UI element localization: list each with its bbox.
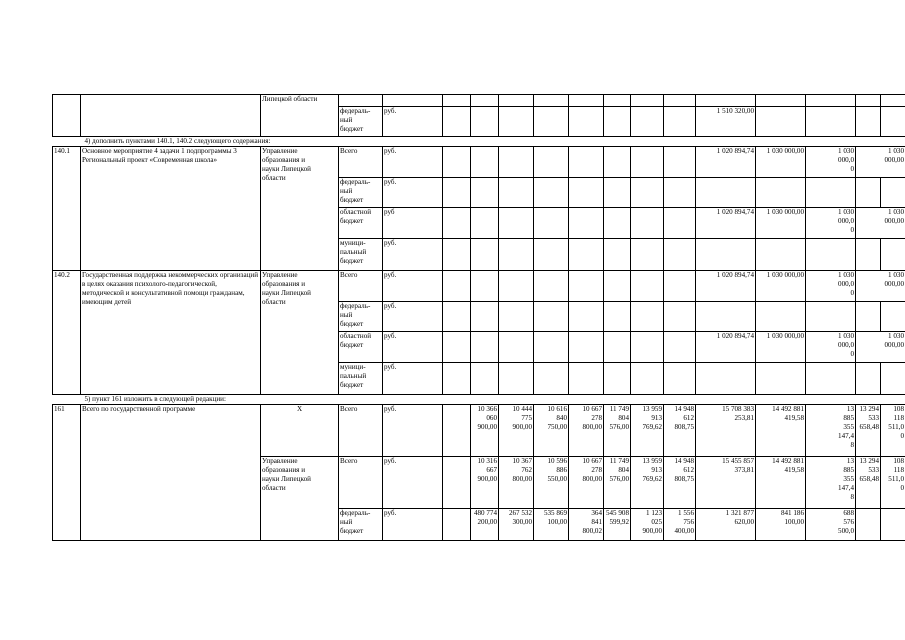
amendment-note: 5) пункт 161 изложить в следующей редакции: <box>53 395 905 405</box>
value-cell: 1 020 894,74 <box>696 271 756 302</box>
value-cell: 1 030 000,0 0 <box>806 271 856 302</box>
value-cell: 10 667 278 800,00 <box>569 457 604 509</box>
value-cell: 1 030 000,0 0 <box>806 208 856 239</box>
value-cell: 13 294 533 658,48 <box>856 405 881 457</box>
source-cell: федераль- ный бюджет <box>339 178 383 208</box>
value-cell: 1 030 000,00 <box>756 271 806 302</box>
value-cell: 1 030 000,00 <box>856 332 905 363</box>
value-cell: 1 556 756 400,00 <box>664 509 696 541</box>
value-cell: 1 030 000,0 0 <box>806 332 856 363</box>
value-cell: 1 123 025 900,00 <box>631 509 664 541</box>
activity-name: Государственная поддержка некоммерческих организаций в целях оказания психолого-педагогической, методической и консультативной помощи гражданам, имеющим детей <box>81 271 261 395</box>
activity-name: Основное мероприятие 4 задачи 1 подпрограммы 3 Региональный проект «Современная школа» <box>81 147 261 271</box>
value-cell: 1 020 894,74 <box>696 147 756 178</box>
unit-cell: руб. <box>383 302 443 332</box>
value-cell: 11 749 804 576,00 <box>604 405 631 457</box>
value-cell <box>881 509 905 541</box>
table-row <box>53 95 905 107</box>
unit-cell: руб. <box>383 107 443 137</box>
executor-cell: Управление образования и науки Липецкой области <box>261 271 339 395</box>
value-cell: 364 841 800,02 <box>569 509 604 541</box>
unit-cell: руб. <box>383 239 443 271</box>
program-table <box>52 94 905 541</box>
source-cell: муници- пальный бюджет <box>339 239 383 271</box>
value-cell: 545 908 599,92 <box>604 509 631 541</box>
value-cell: 10 596 886 550,00 <box>534 457 569 509</box>
source-cell: Всего <box>339 457 383 509</box>
source-cell: федераль- ный бюджет <box>339 302 383 332</box>
table-row <box>53 271 905 302</box>
row-number: 161 <box>53 405 81 541</box>
value-cell: 535 869 100,00 <box>534 509 569 541</box>
unit-cell: руб. <box>383 509 443 541</box>
value-cell: 10 444 775 900,00 <box>499 405 534 457</box>
value-cell: 10 367 762 800,00 <box>499 457 534 509</box>
value-cell: 10 366 060 900,00 <box>471 405 499 457</box>
table-row <box>53 137 905 147</box>
source-cell: федераль- ный бюджет <box>339 107 383 137</box>
value-cell: 13 959 913 769,62 <box>631 405 664 457</box>
source-cell: областной бюджет <box>339 208 383 239</box>
source-cell: Всего <box>339 271 383 302</box>
value-cell: 1 321 877 620,00 <box>696 509 756 541</box>
value-cell: 11 749 804 576,00 <box>604 457 631 509</box>
value-cell: 14 948 612 808,75 <box>664 457 696 509</box>
amendment-note: 4) дополнить пунктами 140.1, 140.2 следующего содержания: <box>53 137 905 147</box>
unit-cell: руб. <box>383 178 443 208</box>
source-cell: федераль- ный бюджет <box>339 509 383 541</box>
value-cell: 15 708 383 253,81 <box>696 405 756 457</box>
executor-cell: Управление образования и науки Липецкой области <box>261 457 339 541</box>
value-cell: 13 959 913 769,62 <box>631 457 664 509</box>
value-cell: 1 030 000,00 <box>856 147 905 178</box>
value-cell: 10 316 667 900,00 <box>471 457 499 509</box>
source-cell: областной бюджет <box>339 332 383 363</box>
row-number: 140.2 <box>53 271 81 395</box>
row-number: 140.1 <box>53 147 81 271</box>
value-cell: 688 576 500,0 <box>806 509 856 541</box>
value-cell: 1 030 000,00 <box>756 208 806 239</box>
unit-cell: руб. <box>383 332 443 363</box>
table-row <box>53 147 905 178</box>
executor-cell: Управление образования и науки Липецкой области <box>261 147 339 271</box>
value-cell: 841 186 100,00 <box>756 509 806 541</box>
unit-cell: руб. <box>383 363 443 395</box>
unit-cell: руб <box>383 208 443 239</box>
value-cell: 1 030 000,00 <box>856 271 905 302</box>
value-cell: 1 020 894,74 <box>696 208 756 239</box>
executor-cell: Х <box>261 405 339 457</box>
table-row <box>53 395 905 405</box>
source-cell: Всего <box>339 405 383 457</box>
value-cell <box>856 509 881 541</box>
value-cell: 108 118 511,0 0 <box>881 405 905 457</box>
value-cell: 10 616 840 750,00 <box>534 405 569 457</box>
value-cell: 10 667 278 800,00 <box>569 405 604 457</box>
value-cell: 14 492 881 419,58 <box>756 457 806 509</box>
unit-cell: руб. <box>383 147 443 178</box>
value-cell: 1 030 000,00 <box>756 332 806 363</box>
value-cell: 14 948 612 808,75 <box>664 405 696 457</box>
value-cell: 267 532 300,00 <box>499 509 534 541</box>
unit-cell: руб. <box>383 405 443 457</box>
value-cell: 1 030 000,00 <box>756 147 806 178</box>
value-cell: 13 885 355 147,4 8 <box>806 457 856 509</box>
value-cell: 108 118 511,0 0 <box>881 457 905 509</box>
value-cell: 1 020 894,74 <box>696 332 756 363</box>
value-cell: 1 030 000,00 <box>856 208 905 239</box>
value-cell: 1 510 320,00 <box>696 107 756 137</box>
value-cell: 13 885 355 147,4 8 <box>806 405 856 457</box>
table-row <box>53 405 905 457</box>
executor-cell: Липецкой области <box>261 95 339 137</box>
source-cell: Всего <box>339 147 383 178</box>
value-cell: 1 030 000,0 0 <box>806 147 856 178</box>
value-cell: 480 774 200,00 <box>471 509 499 541</box>
value-cell: 13 294 533 658,48 <box>856 457 881 509</box>
value-cell: 15 455 857 373,81 <box>696 457 756 509</box>
unit-cell: руб. <box>383 271 443 302</box>
unit-cell: руб. <box>383 457 443 509</box>
value-cell: 14 492 881 419,58 <box>756 405 806 457</box>
source-cell: муници- пальный бюджет <box>339 363 383 395</box>
activity-name: Всего по государственной программе <box>81 405 261 541</box>
